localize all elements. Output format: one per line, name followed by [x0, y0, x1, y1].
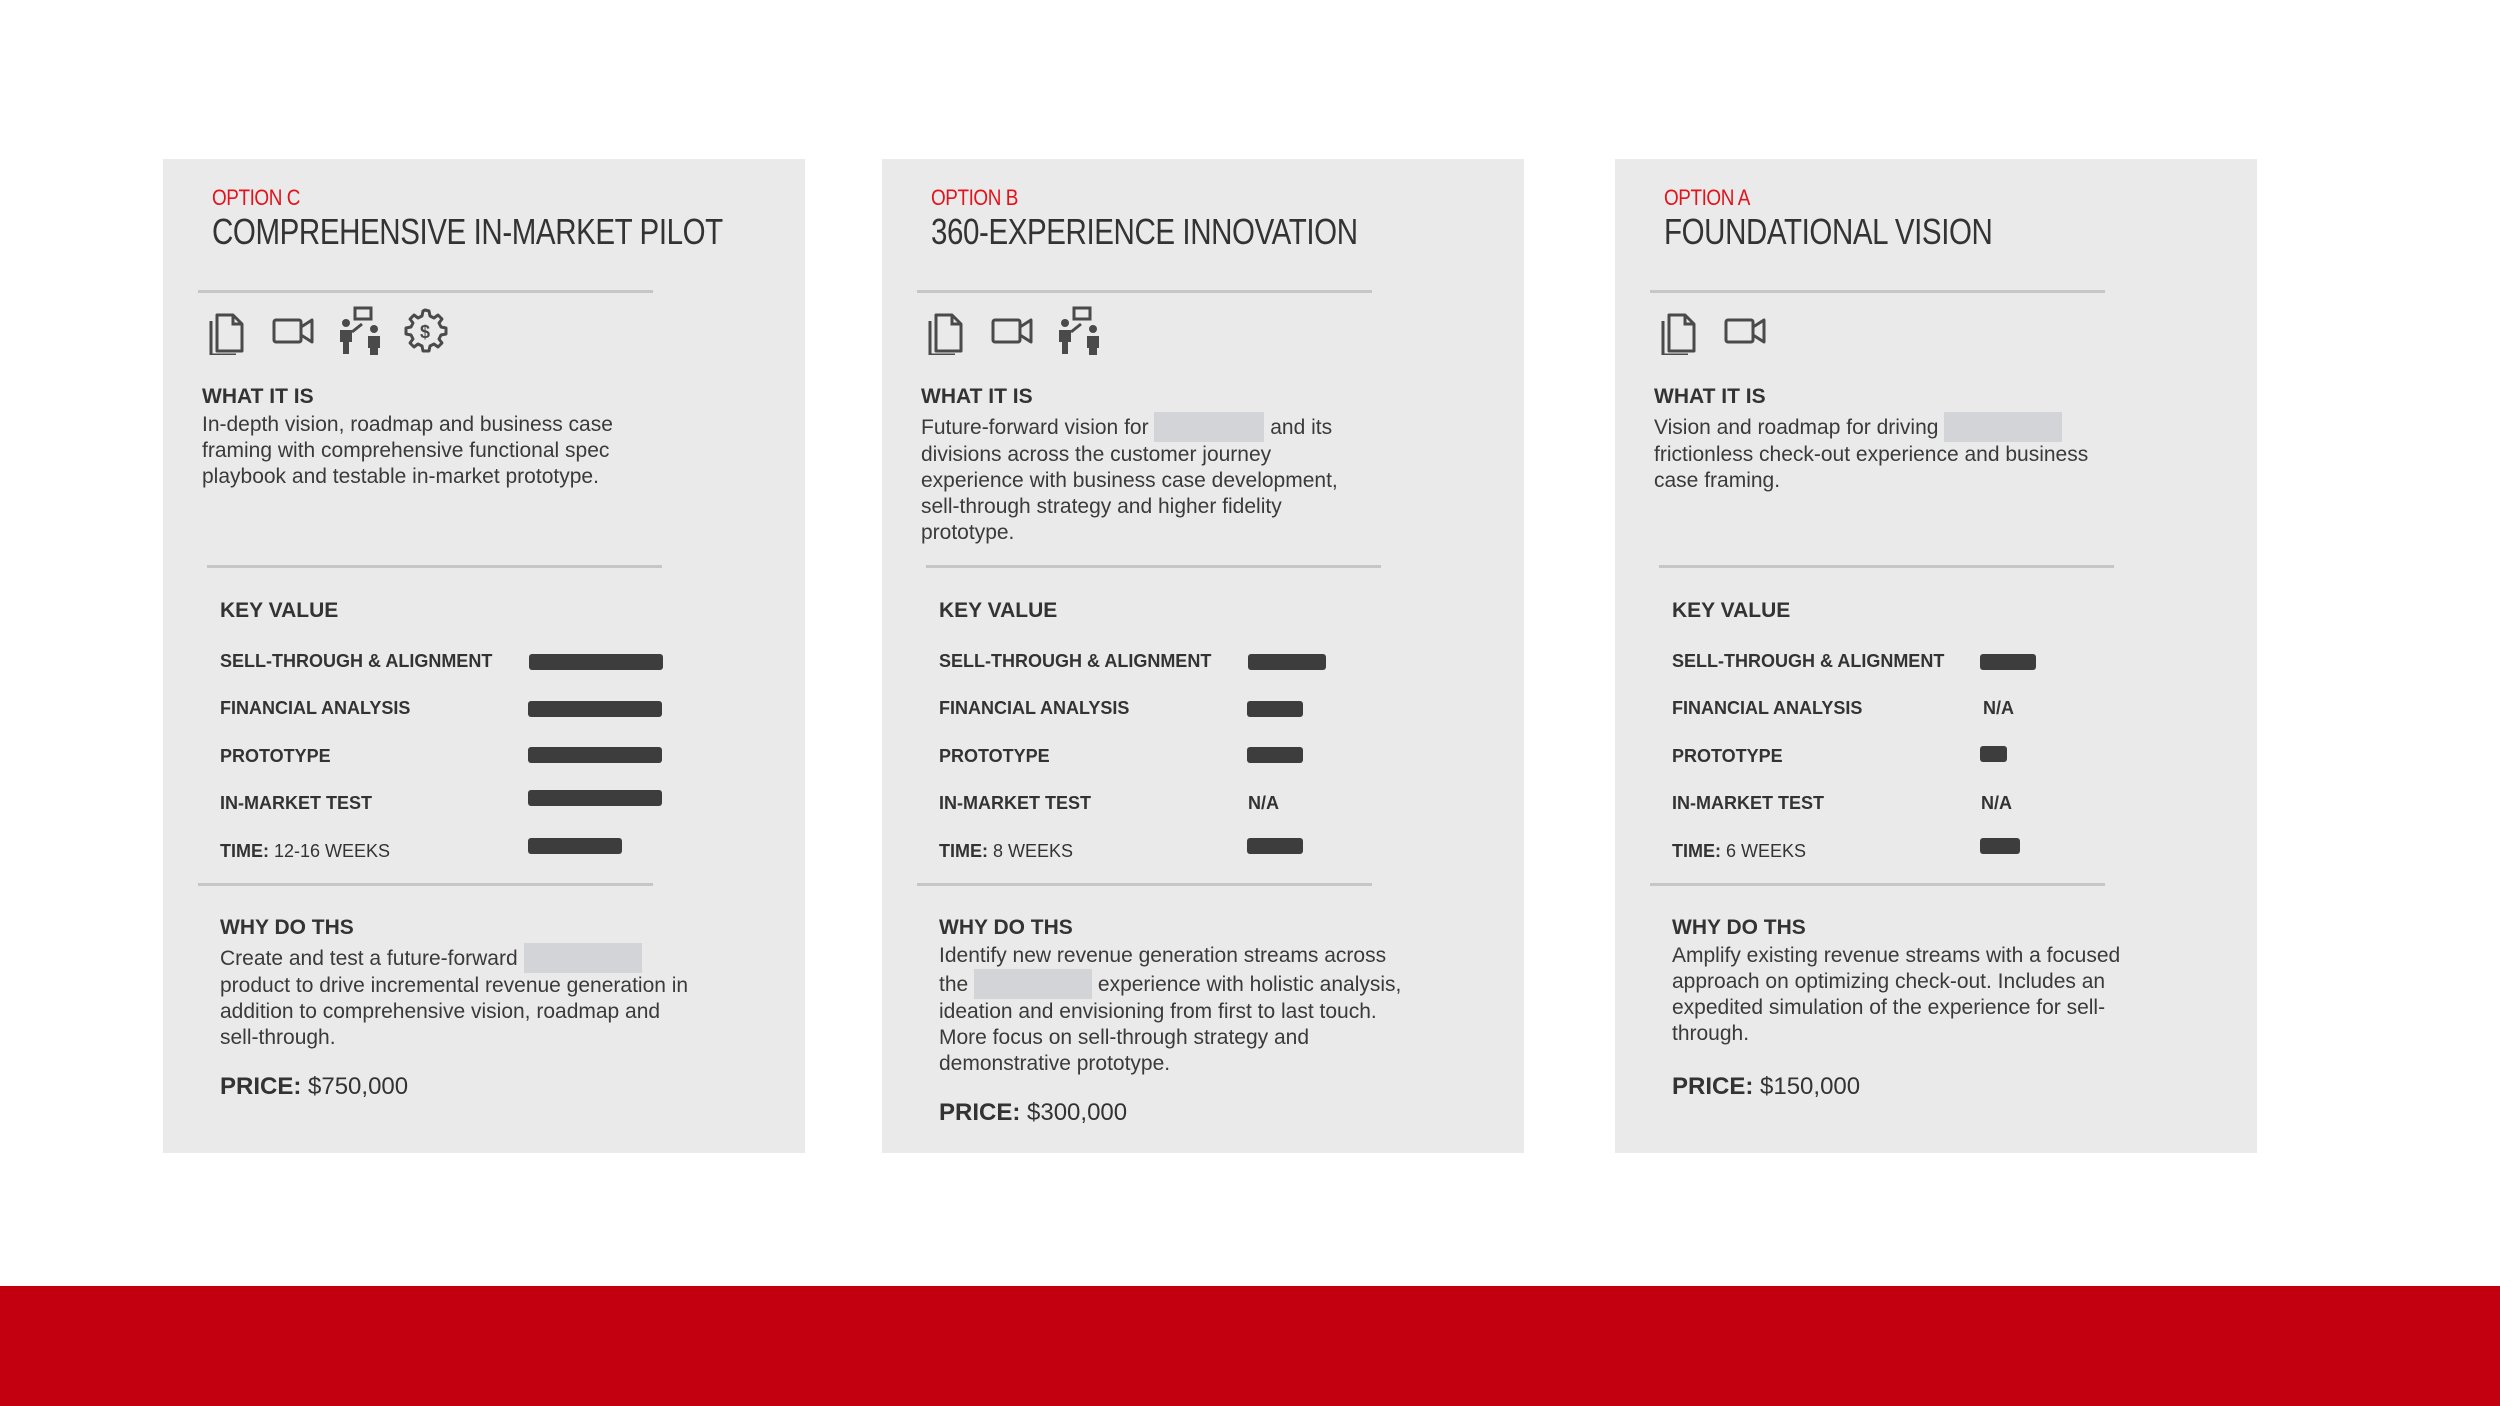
kv-bar-time [528, 838, 622, 854]
what-it-is-text-part: Future-forward vision for [921, 416, 1149, 439]
redacted-block [1154, 412, 1264, 442]
why-do-this-text [220, 943, 700, 1051]
what-it-is-text-part: In-depth vision, roadmap and business case framing with comprehensive functional spec playbook and testable in-market prototype. [202, 413, 613, 488]
option-title: COMPREHENSIVE IN-MARKET PILOT [212, 211, 723, 252]
option-card-c [163, 159, 805, 1153]
why-do-this-text [939, 943, 1419, 1077]
kv-label-in-market: IN-MARKET TEST [939, 793, 1091, 813]
option-title: 360-EXPERIENCE INNOVATION [931, 211, 1358, 252]
price-label: PRICE: [1672, 1073, 1754, 1100]
why-do-this-heading: WHY DO THS [939, 916, 1073, 939]
key-value-heading: KEY VALUE [939, 599, 1058, 622]
divider [917, 290, 1372, 293]
option-label: OPTION C [212, 185, 301, 210]
dollar-gear-icon [401, 305, 449, 355]
kv-bar-sell-through [1248, 654, 1326, 670]
price-label: PRICE: [220, 1073, 302, 1100]
kv-label-financial: FINANCIAL ANALYSIS [1672, 698, 1863, 718]
redacted-block [524, 943, 642, 973]
time-label: TIME: [220, 841, 269, 861]
divider [1650, 883, 2105, 886]
kv-bar-prototype [528, 747, 662, 763]
kv-label-prototype: PROTOTYPE [939, 746, 1050, 766]
why-do-this-heading: WHY DO THS [1672, 916, 1806, 939]
what-it-is-text [1654, 412, 2094, 494]
kv-label-financial: FINANCIAL ANALYSIS [220, 698, 411, 718]
why-do-this-text [1672, 943, 2132, 1047]
video-camera-icon [269, 305, 317, 355]
price-value: $150,000 [1753, 1073, 1861, 1100]
price-value: $750,000 [301, 1073, 409, 1100]
price-value: $300,000 [1020, 1099, 1128, 1126]
kv-bar-prototype [1980, 746, 2007, 762]
svg-text:$: $ [419, 322, 431, 342]
kv-bar-financial [1247, 701, 1303, 717]
time-label: TIME: [939, 841, 988, 861]
kv-na-financial: N/A [1983, 698, 2014, 718]
document-icon [1655, 305, 1703, 355]
deliverable-icons [922, 300, 1120, 360]
kv-bar-time [1980, 838, 2020, 854]
divider [198, 290, 653, 293]
kv-bar-time [1247, 838, 1303, 854]
why-text-part: product to drive incremental revenue generation in addition to comprehensive vision, roadmap and sell-through. [220, 974, 689, 1049]
redacted-block [1944, 412, 2062, 442]
divider [917, 883, 1372, 886]
price [939, 1099, 1127, 1127]
key-value-heading: KEY VALUE [1672, 599, 1791, 622]
price [1672, 1073, 1860, 1101]
kv-bar-in-market [528, 790, 662, 806]
kv-label-in-market: IN-MARKET TEST [1672, 793, 1824, 813]
what-it-is-text-part: and its divisions across the customer journey experience with business case development, sell-through strategy and higher fidelity prototype. [921, 416, 1338, 544]
kv-bar-financial [528, 701, 662, 717]
time-value: 6 WEEKS [1721, 841, 1807, 861]
what-it-is-text [202, 412, 642, 490]
why-text-part: experience with holistic analysis, ideation and envisioning from first to last touch. More focus on sell-through strategy and demonstrative prototype. [939, 973, 1402, 1075]
video-camera-icon [1721, 305, 1769, 355]
kv-label-prototype: PROTOTYPE [220, 746, 331, 766]
why-text-part: Create and test a future-forward [220, 947, 518, 970]
redacted-block [974, 969, 1092, 999]
footer-band [0, 1286, 2500, 1406]
kv-label-in-market: IN-MARKET TEST [220, 793, 372, 813]
deliverable-icons [203, 300, 467, 360]
kv-label-time [1672, 841, 1806, 862]
kv-label-prototype: PROTOTYPE [1672, 746, 1783, 766]
video-camera-icon [988, 305, 1036, 355]
kv-bar-sell-through [529, 654, 663, 670]
what-it-is-text [921, 412, 1361, 546]
kv-label-sell-through: SELL-THROUGH & ALIGNMENT [939, 651, 1212, 671]
document-icon [922, 305, 970, 355]
divider [926, 565, 1381, 568]
divider [207, 565, 662, 568]
time-value: 8 WEEKS [988, 841, 1074, 861]
key-value-heading: KEY VALUE [220, 599, 339, 622]
why-text-part: Identify new revenue generation streams across the [939, 944, 1387, 996]
what-it-is-text-part: Vision and roadmap for driving [1654, 416, 1939, 439]
kv-label-financial: FINANCIAL ANALYSIS [939, 698, 1130, 718]
option-card-b [882, 159, 1524, 1153]
option-label: OPTION B [931, 185, 1018, 210]
kv-label-sell-through: SELL-THROUGH & ALIGNMENT [1672, 651, 1945, 671]
divider [1650, 290, 2105, 293]
kv-label-sell-through: SELL-THROUGH & ALIGNMENT [220, 651, 493, 671]
kv-na-in-market: N/A [1981, 793, 2012, 813]
workshop-people-icon [1054, 305, 1102, 355]
why-text-part: Amplify existing revenue streams with a focused approach on optimizing check-out. Includes an expedited simulation of the experience for sell-through. [1672, 944, 2121, 1045]
option-label: OPTION A [1664, 185, 1750, 210]
deliverable-icons [1655, 300, 1787, 360]
what-it-is-text-part: frictionless check-out experience and business case framing. [1654, 443, 2089, 492]
price-label: PRICE: [939, 1099, 1021, 1126]
what-it-is-heading: WHAT IT IS [202, 385, 314, 408]
option-title: FOUNDATIONAL VISION [1664, 211, 1993, 252]
kv-bar-sell-through [1980, 654, 2036, 670]
divider [1659, 565, 2114, 568]
time-value: 12-16 WEEKS [269, 841, 391, 861]
divider [198, 883, 653, 886]
document-icon [203, 305, 251, 355]
what-it-is-heading: WHAT IT IS [921, 385, 1033, 408]
option-card-a [1615, 159, 2257, 1153]
why-do-this-heading: WHY DO THS [220, 916, 354, 939]
time-label: TIME: [1672, 841, 1721, 861]
price [220, 1073, 408, 1101]
what-it-is-heading: WHAT IT IS [1654, 385, 1766, 408]
kv-bar-prototype [1247, 747, 1303, 763]
workshop-people-icon [335, 305, 383, 355]
kv-label-time [939, 841, 1073, 862]
kv-label-time [220, 841, 390, 862]
kv-na-in-market: N/A [1248, 793, 1279, 813]
